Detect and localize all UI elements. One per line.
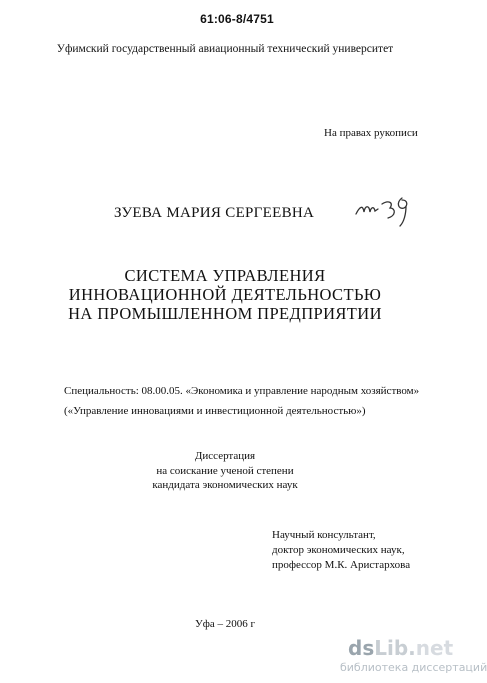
watermark-net: net (415, 636, 454, 660)
title-line-3: НА ПРОМЫШЛЕННОМ ПРЕДПРИЯТИИ (68, 304, 382, 323)
degree-line-3: кандидата экономических наук (152, 479, 298, 491)
handwritten-signature (352, 192, 432, 233)
rights-note: На правах рукописи (324, 127, 418, 139)
university-name: Уфимский государственный авиационный технический университет (56, 43, 394, 55)
title-line-2: ИННОВАЦИОННОЙ ДЕЯТЕЛЬНОСТЬЮ (68, 285, 382, 304)
registration-code: 61:06-8/4751 (200, 12, 274, 26)
scientific-advisor-block (272, 528, 410, 573)
city-year: Уфа – 2006 г (194, 618, 256, 630)
dslib-watermark-logo (348, 636, 453, 660)
degree-line-2: на соискание ученой степени (156, 464, 294, 477)
watermark-dot: . (408, 636, 416, 660)
watermark-ds: ds (348, 636, 375, 660)
degree-line-1: Диссертация (194, 450, 256, 462)
advisor-line-2: доктор экономических наук, (272, 544, 405, 556)
specialty-subline: («Управление инновациями и инвестиционной деятельностью») (64, 405, 366, 417)
watermark-lib: Lib (374, 636, 409, 660)
title-line-1: СИСТЕМА УПРАВЛЕНИЯ (124, 266, 326, 285)
specialty-line: Специальность: 08.00.05. «Экономика и управление народным хозяйством» (64, 385, 420, 397)
advisor-line-1: Научный консультант, (272, 529, 376, 541)
author-name: ЗУЕВА МАРИЯ СЕРГЕЕВНА (114, 205, 315, 221)
watermark-subtitle: библиотека диссертаций (340, 661, 487, 674)
advisor-line-3: профессор М.К. Аристархова (272, 559, 411, 571)
dissertation-title (0, 266, 450, 323)
dissertation-degree-block (0, 449, 450, 493)
